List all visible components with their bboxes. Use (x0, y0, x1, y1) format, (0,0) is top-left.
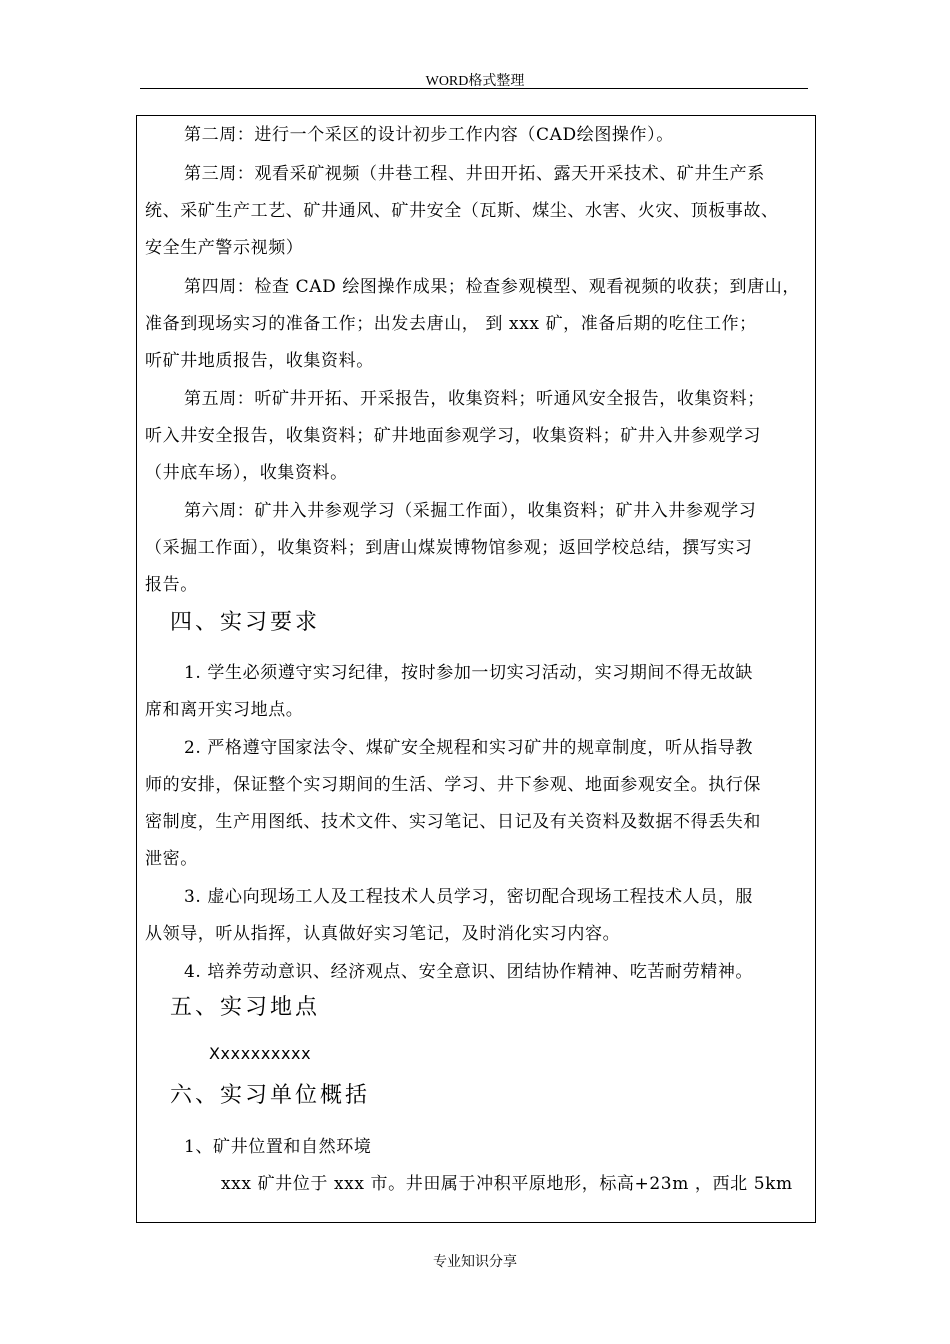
schedule-week5-line1: 第五周：听矿井开拓、开采报告，收集资料；听通风安全报告，收集资料； (184, 389, 765, 409)
schedule-week3-line3: 安全生产警示视频） (145, 238, 304, 258)
schedule-week2-line1: 第二周：进行一个采区的设计初步工作内容（CAD绘图操作）。 (184, 125, 674, 145)
schedule-week4-line2: 准备到现场实习的准备工作；出发去唐山， 到 xxx 矿，准备后期的吃住工作； (145, 314, 757, 334)
section-4-heading: 四、实习要求 (170, 610, 321, 635)
section-6-subtitle: 1、矿井位置和自然环境 (184, 1137, 372, 1157)
requirement-3-line1: 3. 虚心向现场工人及工程技术人员学习，密切配合现场工程技术人员，服 (184, 887, 754, 907)
requirement-2-line1: 2. 严格遵守国家法令、煤矿安全规程和实习矿井的规章制度，听从指导教 (184, 738, 754, 758)
schedule-week6-line2: （采掘工作面），收集资料；到唐山煤炭博物馆参观；返回学校总结，撰写实习 (145, 538, 753, 558)
schedule-week5-line2: 听入井安全报告，收集资料；矿井地面参观学习，收集资料；矿井入井参观学习 (145, 426, 761, 446)
requirement-2-line4: 泄密。 (145, 849, 198, 869)
requirement-1-line2: 席和离开实习地点。 (145, 700, 304, 720)
schedule-week5-line3: （井底车场），收集资料。 (145, 463, 348, 483)
section-6-heading: 六、实习单位概括 (170, 1083, 371, 1108)
requirement-1-line1: 1. 学生必须遵守实习纪律，按时参加一切实习活动，实习期间不得无故缺 (184, 663, 754, 683)
schedule-week6-line1: 第六周：矿井入井参观学习（采掘工作面），收集资料；矿井入井参观学习 (184, 501, 757, 521)
page-footer: 专业知识分享 (433, 1254, 517, 1270)
schedule-week4-line3: 听矿井地质报告，收集资料。 (145, 351, 374, 371)
schedule-week3-line1: 第三周：观看采矿视频（井巷工程、井田开拓、露天开采技术、矿井生产系 (184, 164, 765, 184)
schedule-week3-line2: 统、采矿生产工艺、矿井通风、矿井安全（瓦斯、煤尘、水害、火灾、顶板事故、 (145, 201, 779, 221)
header-divider (140, 88, 808, 89)
requirement-2-line2: 师的安排，保证整个实习期间的生活、学习、井下参观、地面参观安全。执行保 (145, 775, 761, 795)
location-value: Xxxxxxxxxx (209, 1044, 312, 1063)
section-5-heading: 五、实习地点 (170, 995, 321, 1020)
requirement-3-line2: 从领导，听从指挥，认真做好实习笔记，及时消化实习内容。 (145, 924, 621, 944)
schedule-week6-line3: 报告。 (145, 575, 198, 595)
page-header: WORD格式整理 (425, 74, 525, 89)
requirement-4-line1: 4. 培养劳动意识、经济观点、安全意识、团结协作精神、吃苦耐劳精神。 (184, 962, 754, 982)
requirement-2-line3: 密制度，生产用图纸、技术文件、实习笔记、日记及有关资料及数据不得丢失和 (145, 812, 761, 832)
section-6-text: xxx 矿井位于 xxx 市。井田属于冲积平原地形，标高+23m ，西北 5km (221, 1174, 793, 1194)
schedule-week4-line1: 第四周：检查 CAD 绘图操作成果；检查参观模型、观看视频的收获；到唐山， (184, 277, 800, 297)
